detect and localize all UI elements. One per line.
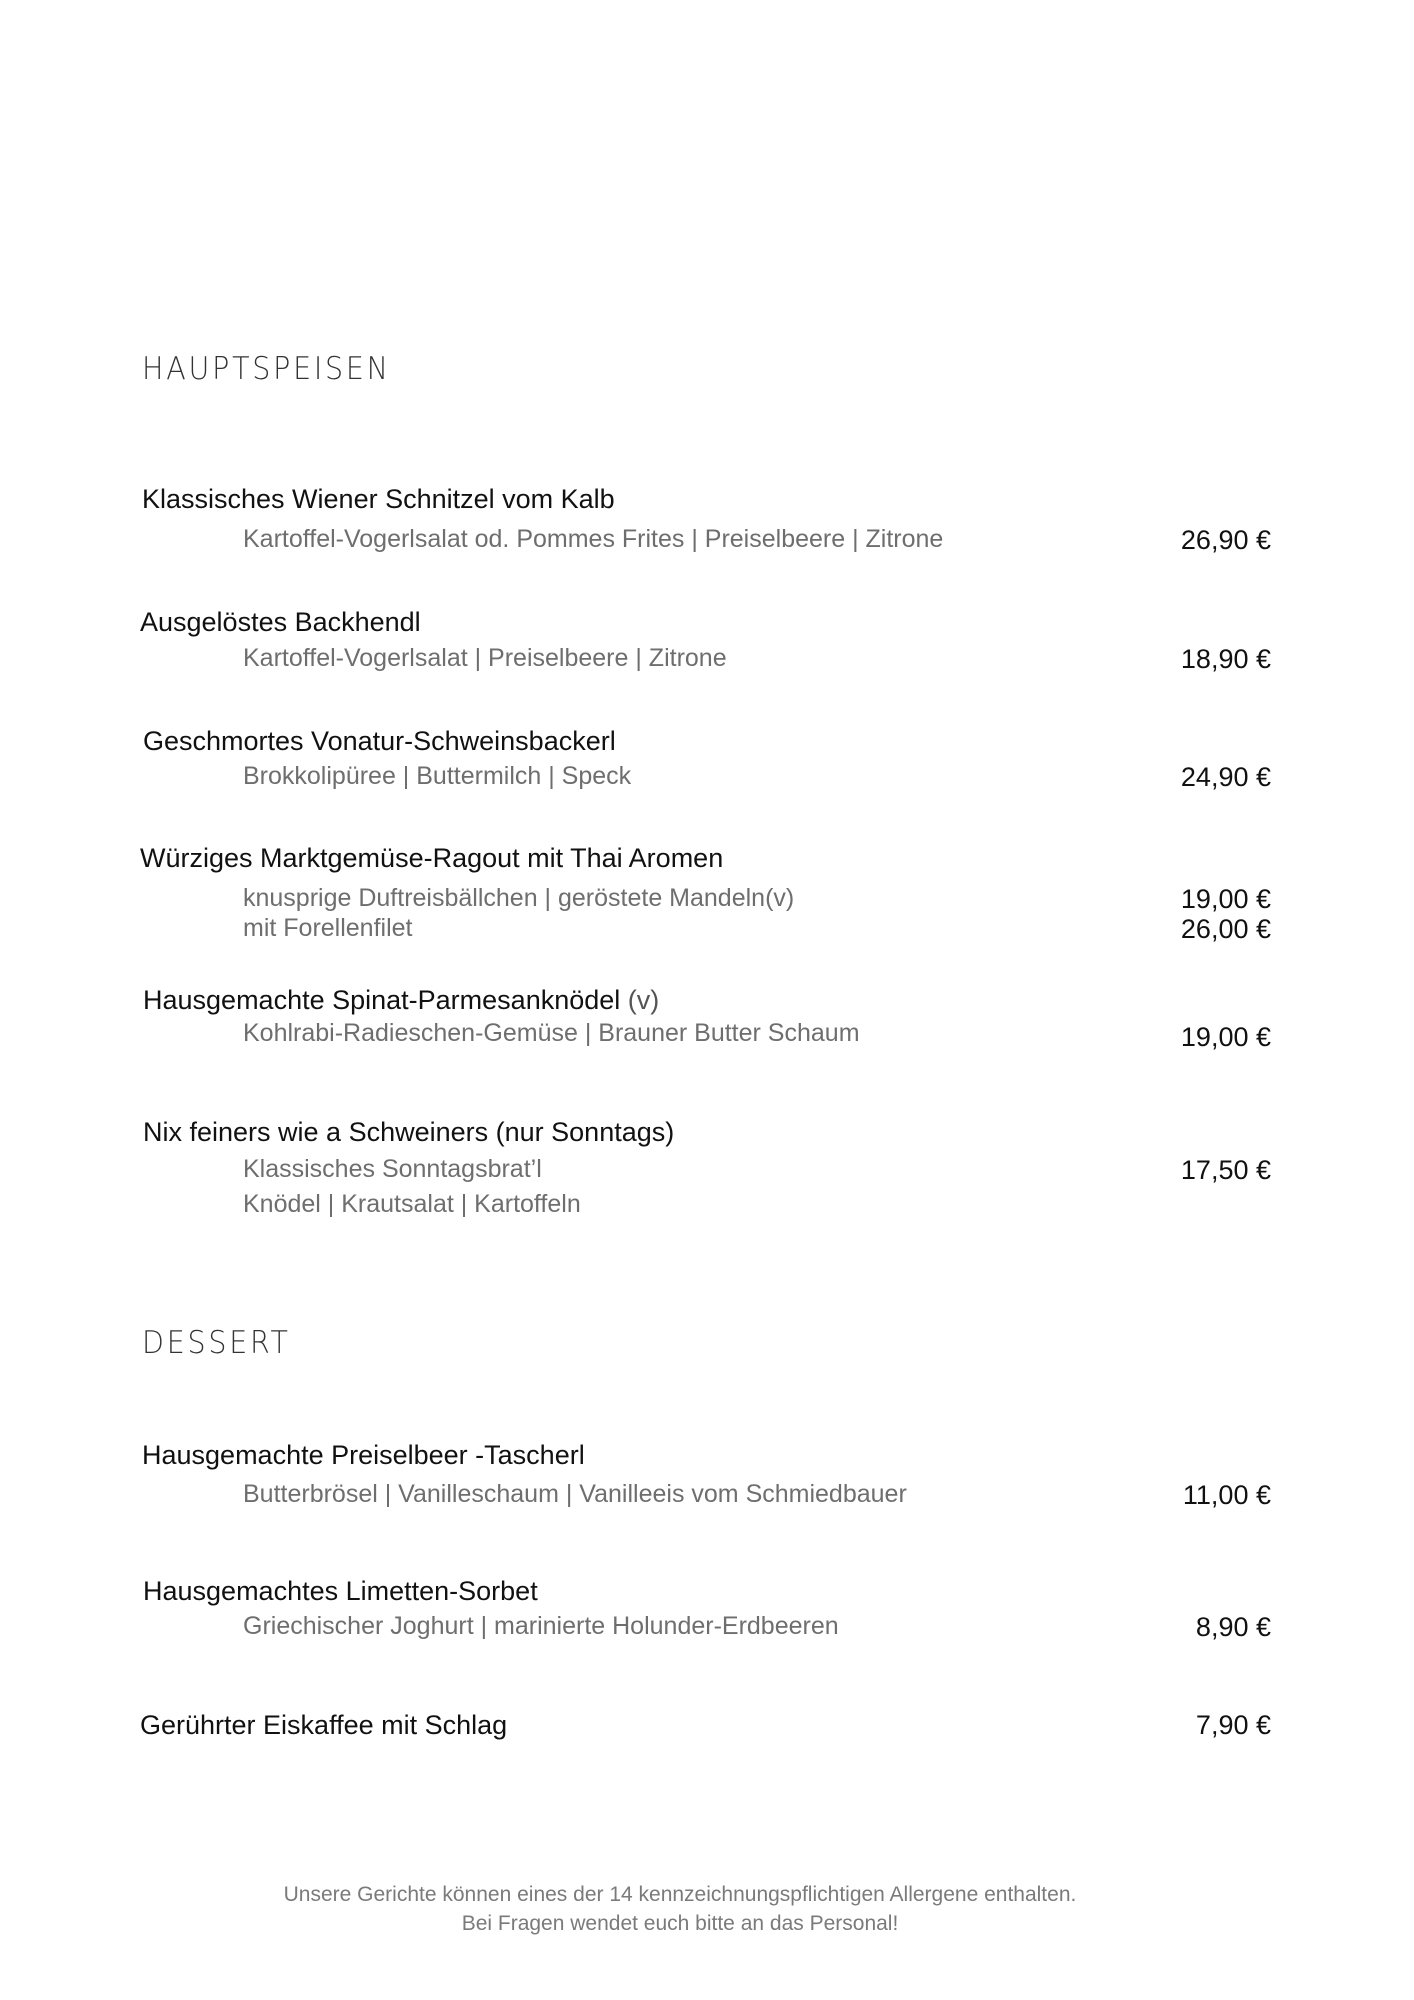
dish-name: Ausgelöstes Backhendl — [140, 607, 421, 637]
dish-description: Kohlrabi-Radieschen-Gemüse | Brauner Butter Schaum — [243, 1019, 860, 1047]
dish-name: Gerührter Eiskaffee mit Schlag — [140, 1710, 508, 1740]
dish-description: Kartoffel-Vogerlsalat | Preiselbeere | Zitrone — [243, 644, 727, 672]
dish-price: 18,90 € — [1180, 644, 1271, 674]
dish-price: 24,90 € — [1180, 762, 1271, 792]
dish-price: 7,90 € — [1195, 1710, 1271, 1740]
dish-description: knusprige Duftreisbällchen | geröstete Mandeln(v) — [243, 884, 795, 912]
dish-name: Klassisches Wiener Schnitzel vom Kalb — [142, 484, 615, 514]
dish-name: Hausgemachte Preiselbeer -Tascherl — [142, 1440, 585, 1470]
staff-notice: Bei Fragen wendet euch bitte an das Personal! — [461, 1912, 899, 1935]
vegetarian-marker: (v) — [627, 985, 660, 1015]
dish-description: Brokkolipüree | Buttermilch | Speck — [243, 762, 632, 790]
dish-name: Hausgemachte Spinat-Parmesanknödel — [143, 985, 621, 1015]
dish-variant-price: 26,00 € — [1180, 914, 1271, 944]
dish-description: Klassisches Sonntagsbrat’l — [243, 1155, 542, 1183]
dish-description: Kartoffel-Vogerlsalat od. Pommes Frites | Preiselbeere | Zitrone — [243, 525, 944, 553]
dish-description-line-2: Knödel | Krautsalat | Kartoffeln — [243, 1190, 581, 1218]
section-heading-main: HAUPTSPEISEN — [142, 351, 391, 387]
section-heading-dessert: DESSERT — [142, 1325, 291, 1361]
dish-name: Nix feiners wie a Schweiners (nur Sonntags) — [143, 1117, 675, 1147]
dish-name: Hausgemachtes Limetten-Sorbet — [143, 1576, 538, 1606]
dish-description: Griechischer Joghurt | marinierte Holunder-Erdbeeren — [243, 1612, 839, 1640]
allergen-notice: Unsere Gerichte können eines der 14 kennzeichnungspflichtigen Allergene enthalten. — [283, 1883, 1077, 1906]
dish-name: Würziges Marktgemüse-Ragout mit Thai Aromen — [140, 843, 724, 873]
dish-variant-description: mit Forellenfilet — [243, 914, 413, 942]
dish-name: Geschmortes Vonatur-Schweinsbackerl — [143, 726, 616, 756]
dish-name-row — [143, 985, 659, 1016]
dish-price: 8,90 € — [1195, 1612, 1271, 1642]
dish-price: 19,00 € — [1180, 1022, 1271, 1052]
dish-description: Butterbrösel | Vanilleschaum | Vanilleeis vom Schmiedbauer — [243, 1480, 907, 1508]
dish-price: 19,00 € — [1180, 884, 1271, 914]
dish-price: 26,90 € — [1180, 525, 1271, 555]
dish-price: 11,00 € — [1182, 1480, 1271, 1510]
dish-price: 17,50 € — [1180, 1155, 1271, 1185]
